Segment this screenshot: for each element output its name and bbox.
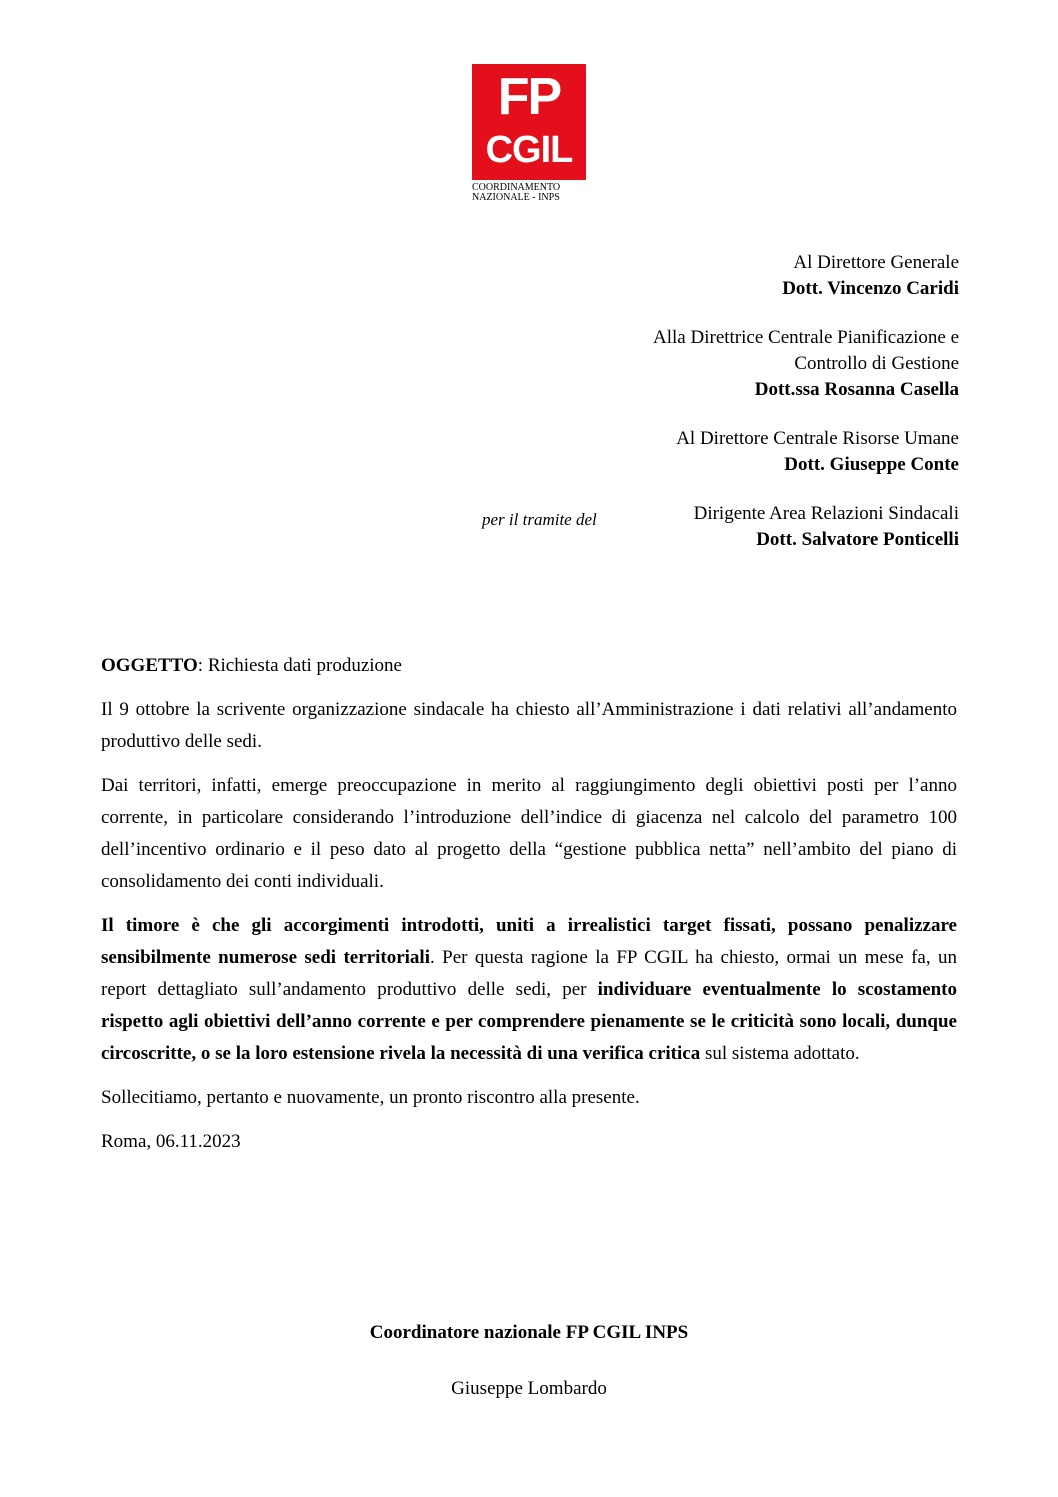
recipient-role-line2: Controllo di Gestione (794, 353, 959, 374)
signature-title (0, 1322, 1058, 1344)
paragraph-3-text-1: . Per questa ragione la FP CGIL ha chiesto, ormai un mese fa, un report dettagliato sull’andamento produttivo delle sedi, per (101, 947, 957, 1000)
paragraph-3-bold-1: Il timore è che gli accorgimenti introdotti, uniti a irrealistici target fissati, possano penalizzare sensibilmente numerose sedi territoriali (101, 915, 957, 968)
recipient-role: Al Direttore Generale (793, 252, 959, 273)
subject-line (101, 650, 957, 682)
paragraph-1: Il 9 ottobre la scrivente organizzazione sindacale ha chiesto all’Amministrazione i dati relativi all’andamento produttivo delle sedi. (101, 699, 957, 752)
recipient-name: Dott.ssa Rosanna Casella (754, 379, 959, 400)
recipient-3 (439, 426, 959, 478)
recipient-role: Alla Direttrice Centrale Pianificazione e (653, 327, 959, 348)
recipient-role: Al Direttore Centrale Risorse Umane (676, 428, 959, 449)
fp-cgil-logo (472, 64, 586, 203)
recipient-name: Dott. Salvatore Ponticelli (756, 529, 959, 550)
paragraph-3 (101, 910, 957, 1070)
via-label: per il tramite del (482, 510, 597, 529)
recipient-2 (439, 325, 959, 403)
recipient-role: Dirigente Area Relazioni Sindacali (693, 503, 959, 524)
paragraph-4: Sollecitiamo, pertanto e nuovamente, un pronto riscontro alla presente. (101, 1087, 640, 1108)
recipient-name: Dott. Giuseppe Conte (784, 454, 959, 475)
letter-body (101, 650, 957, 1170)
recipient-1 (439, 250, 959, 302)
signature-title-text: Coordinatore nazionale FP CGIL INPS (369, 1322, 689, 1343)
paragraph-2: Dai territori, infatti, emerge preoccupazione in merito al raggiungimento degli obiettivi posti per l’anno corrente, in particolare considerando l’introduzione dell’indice di giacenza nel calcolo del parametro 100 dell’incentivo ordinario e il peso dato al progetto della “gestione pubblica netta” nell’ambito del piano di consolidamento dei conti individuali. (101, 775, 957, 892)
logo-cgil-text: CGIL (485, 129, 573, 171)
paragraph-3-bold-2: individuare eventualmente lo scostamento rispetto agli obiettivi dell’anno corrente e per comprendere pienamente se le criticità sono locali, dunque circoscritte, o se la loro estensione rivela la necessità di una verifica critica (101, 979, 957, 1064)
logo-red-box (472, 64, 586, 180)
recipient-name: Dott. Vincenzo Caridi (782, 278, 959, 299)
logo-fp-text: FP (497, 68, 561, 126)
signature-name: Giuseppe Lombardo (451, 1378, 607, 1399)
logo-subtitle-line1: COORDINAMENTO (472, 182, 561, 193)
subject-label: OGGETTO (101, 655, 198, 676)
logo-subtitle (472, 183, 586, 203)
place-date: Roma, 06.11.2023 (101, 1131, 241, 1152)
paragraph-3-text-2: sul sistema adottato. (700, 1043, 860, 1064)
logo-subtitle-line2: NAZIONALE - INPS (472, 192, 560, 203)
subject-text: : Richiesta dati produzione (197, 655, 402, 676)
